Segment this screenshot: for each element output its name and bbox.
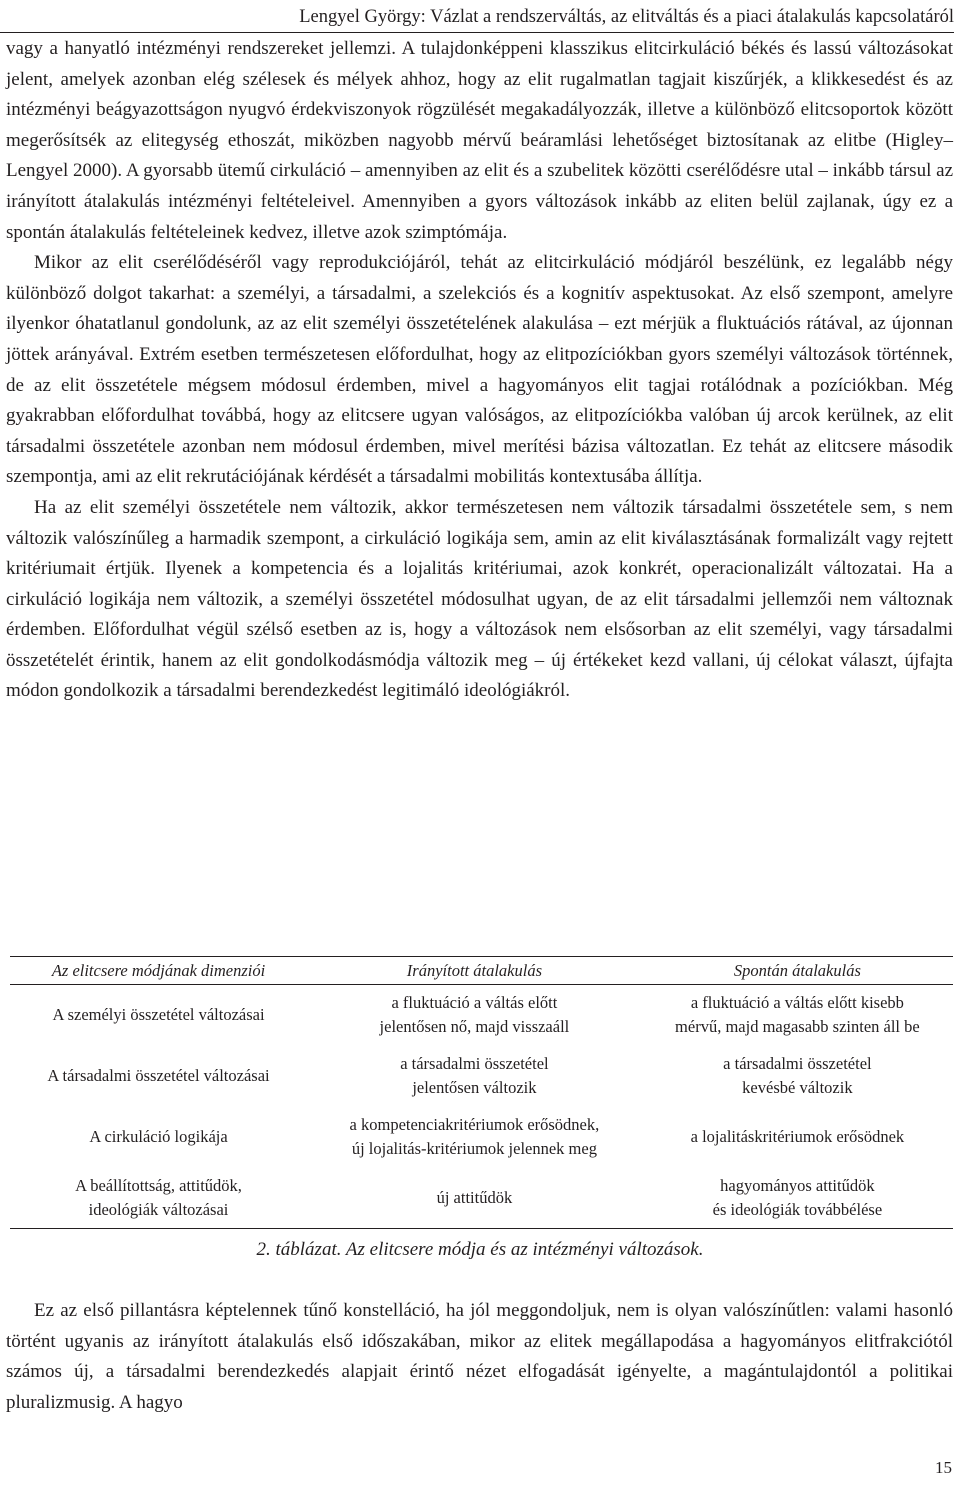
main-text	[6, 34, 953, 707]
dimension-cell: A beállítottság, attitűdök, ideológiák változásai	[10, 1167, 307, 1229]
table-row	[10, 1167, 953, 1229]
table	[10, 956, 953, 1229]
paragraph: Ez az első pillantásra képtelennek tűnő konstelláció, ha jól meggondoljuk, nem is olyan valószínűtlen: valami hasonló történt ugyanis az irányított átalakulás első időszakában, mikor az elitek megállapodása a hagyományos elitfrakciótól számos új, a társadalmi berendezkedés alapjait érintő nézet elfogadását igényelte, a magántulajdontól a politikai pluralizmusig. A hagyo	[6, 1300, 953, 1413]
dimension-cell: A személyi összetétel változásai	[52, 1005, 265, 1024]
dimension-cell: A cirkuláció logikája	[89, 1126, 228, 1146]
table-cell: a lojalitáskritériumok erősödnek	[690, 1126, 905, 1146]
table-body	[10, 985, 953, 1229]
paragraph: vagy a hanyatló intézményi rendszereket jellemzi. A tulajdonképpeni klasszikus elitcirkuláció békés és lassú változásokat jelent, amelyek azonban elég szélesek és mélyek ahhoz, hogy az elit rugalmatlan tagjait kiszűrjék, a klikkesedést és az intézményi beágyazottságon nyugvó érdekviszonyok rögzülését megakadályozzák, illetve a különböző elitcsoportok között megerősítsék az elitegység ethoszát, miközben nagyobb mérvű beáramlási lehetőséget biztosítanak az elitbe (Higley–Lengyel 2000). A gyorsabb ütemű cirkuláció – amennyiben az elit és a szubelitek közötti cserélődésre utal – inkább társul az irányított átalakulás intézményi feltételeivel. Amennyiben a gyors változások inkább az eliten belül zajlanak, úgy ez a spontán átalakulás feltételeinek kedvez, illetve azok szimptómája.	[6, 38, 953, 243]
table-row	[10, 1045, 953, 1106]
page-number: 15	[935, 1458, 952, 1477]
table-cell: a társadalmi összetétel kevésbé változik	[723, 1053, 872, 1097]
table-row	[10, 1106, 953, 1167]
dimension-cell: A társadalmi összetétel változásai	[47, 1065, 270, 1085]
table-cell: új attitűdök	[307, 1167, 642, 1229]
table-cell: a fluktuáció a váltás előtt jelentősen nő, majd visszaáll	[379, 993, 570, 1036]
running-header	[0, 4, 954, 33]
running-title: Lengyel György: Vázlat a rendszerváltás, az elitváltás és a piaci átalakulás kapcsolatáról	[299, 7, 954, 27]
table-cell: a társadalmi összetétel jelentősen változik	[400, 1053, 549, 1097]
table-cell: hagyományos attitűdök és ideológiák továbbélése	[642, 1167, 953, 1229]
column-header: Az elitcsere módjának dimenziói	[10, 957, 307, 985]
table-header-row	[10, 957, 953, 985]
paragraph: Ha az elit személyi összetétele nem változik, akkor természetesen nem változik társadalmi összetétele sem, s nem változik valószínűleg a harmadik szempont, a cirkuláció logikája sem, amin az elit kiválasztásának formalizált vagy rejtett kritériumait értjük. Ilyenek a kompetencia és a lojalitás kritériumai, azok konkrét, operacionalizált változatai. Ha a cirkuláció logikája nem változik, a személyi összetétel módosulhat ugyan, de az elit társadalmi jellemzői nem változnak érdemben. Előfordulhat végül szélső esetben az is, hogy a változások nem elsősorban az elit személyi, vagy társadalmi összetételét érintik, hanem az elit gondolkodásmódja változik meg – új értékeket kezd vallani, új célokat választ, újfajta módon gondolkozik a társadalmi berendezkedést legitimáló ideológiákról.	[6, 496, 953, 702]
table-cell: a fluktuáció a váltás előtt kisebb mérvű, majd magasabb szinten áll be	[675, 993, 920, 1036]
column-header: Spontán átalakulás	[642, 957, 953, 985]
table-row	[10, 985, 953, 1046]
continuation-text	[6, 1296, 953, 1418]
elite-change-table	[10, 956, 953, 1229]
paragraph: Mikor az elit cserélődéséről vagy reprodukciójáról, tehát az elitcirkuláció módjáról beszélünk, ez legalább négy különböző dolgot takarhat: a személyi, a társadalmi, a szelekciós és a kognitív aspektusokat. Az első szempont, amelyre ilyenkor óhatatlanul gondolunk, az az elit személyi összetételének alakulása – ezt mérjük a fluktuációs rátával, az újonnan jöttek arányával. Extrém esetben természetesen előfordulhat, hogy az elitpozíciókban gyors személyi változások történnek, de az elit összetétele mégsem módosul érdemben, mivel a hagyományos elit tagjai rotálódnak a pozíciókban. Még gyakrabban előfordulhat továbbá, hogy az elitcsere ugyan valóságos, az elitpozíciókba valóban új arcok kerülnek, az elit társadalmi összetétele azonban nem módosul érdemben, mivel merítési bázisa változatlan. Ez tehát az elitcsere második szempontja, ami az elit rekrutációjának kérdését a társadalmi mobilitás kontextusába állítja.	[6, 252, 953, 488]
table-caption: 2. táblázat. Az elitcsere módja és az intézményi változások.	[256, 1239, 704, 1260]
table-cell: a kompetenciakritériumok erősödnek, új lojalitás-kritériumok jelennek meg	[349, 1114, 600, 1158]
column-header: Irányított átalakulás	[307, 957, 642, 985]
